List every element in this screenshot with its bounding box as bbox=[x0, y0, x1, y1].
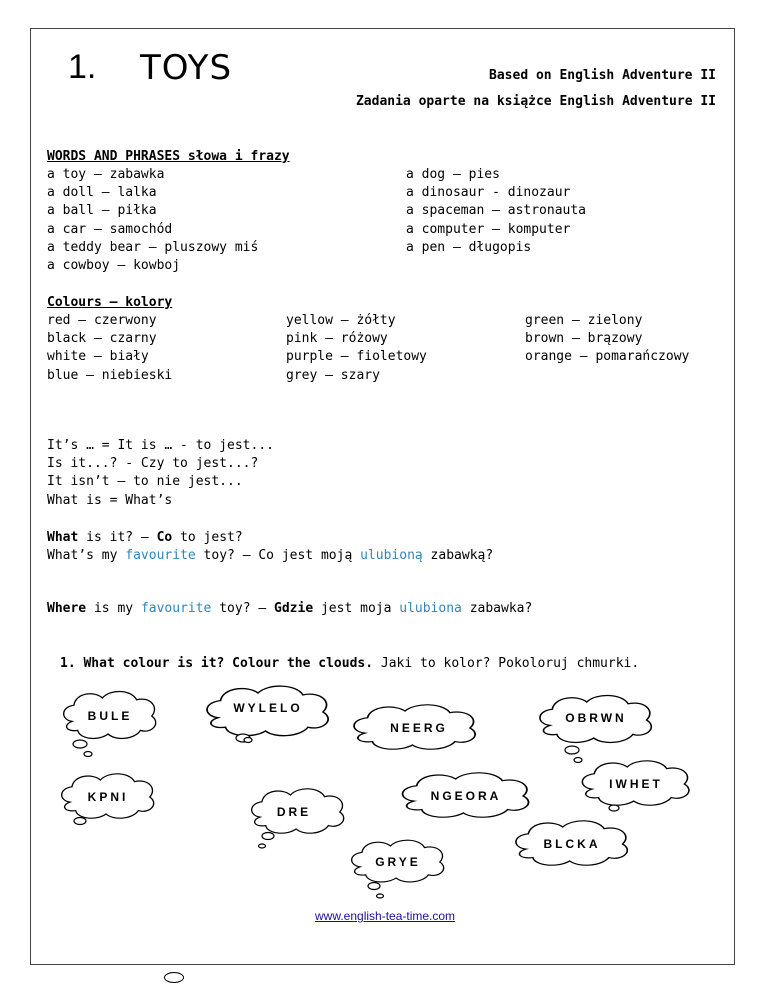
list-item: brown – brązowy bbox=[525, 331, 643, 347]
list-item: red – czerwony bbox=[47, 313, 157, 328]
list-item: a ball – piłka bbox=[47, 203, 157, 219]
list-item: a dog – pies bbox=[406, 167, 500, 182]
cloud-label: OBRWN bbox=[565, 711, 627, 725]
list-item: a dinosaur - dinozaur bbox=[406, 185, 571, 201]
cloud-ngeora[interactable] bbox=[403, 773, 529, 817]
cloud-label: BULE bbox=[87, 709, 133, 723]
cloud-label: DRE bbox=[276, 805, 312, 819]
list-item: yellow – żółty bbox=[286, 313, 396, 328]
cloud-label: NGEORA bbox=[430, 789, 502, 803]
list-item: blue – niebieski bbox=[47, 367, 173, 383]
list-item: a cowboy – kowboj bbox=[47, 257, 181, 273]
list-item: a teddy bear – pluszowy miś bbox=[47, 239, 259, 255]
question-what: What is it? – Co to jest? bbox=[47, 530, 243, 545]
question-favourite: What’s my favourite toy? – Co jest moją ulubioną zabawką? bbox=[47, 548, 494, 563]
cloud-label: GRYE bbox=[375, 855, 421, 869]
cloud-bule[interactable] bbox=[64, 691, 156, 756]
cloud-blcka[interactable] bbox=[516, 821, 627, 865]
unit-number: 1. bbox=[68, 48, 97, 86]
cloud-label: NEERG bbox=[390, 721, 448, 735]
cloud-neerg[interactable] bbox=[354, 705, 475, 749]
footer-oval-icon bbox=[164, 972, 184, 983]
colours-heading: Colours – kolory bbox=[47, 295, 173, 310]
cloud-obrwn[interactable] bbox=[540, 695, 651, 762]
list-item: purple – fioletowy bbox=[286, 349, 427, 365]
list-item: orange – pomarańczowy bbox=[525, 349, 690, 365]
task-instruction: 1. What colour is it? Colour the clouds. Jaki to kolor? Pokoloruj chmurki. bbox=[60, 656, 640, 671]
cloud-label: IWHET bbox=[609, 777, 663, 791]
list-item: grey – szary bbox=[286, 367, 380, 383]
cloud-wylelo[interactable] bbox=[207, 686, 328, 742]
list-item: a pen – długopis bbox=[406, 239, 532, 255]
list-item: black – czarny bbox=[47, 331, 157, 347]
cloud-dre[interactable] bbox=[252, 789, 344, 848]
cloud-grye[interactable] bbox=[352, 840, 444, 898]
list-item: green – zielony bbox=[525, 313, 643, 328]
cloud-label: WYLELO bbox=[233, 701, 303, 715]
cloud-kpni[interactable] bbox=[62, 774, 154, 825]
words-heading: WORDS AND PHRASES słowa i frazy bbox=[47, 149, 290, 164]
list-item: a computer – komputer bbox=[406, 221, 571, 237]
list-item: a car – samochód bbox=[47, 221, 173, 237]
website-link[interactable]: www.english-tea-time.com bbox=[315, 909, 456, 923]
question-where: Where is my favourite toy? – Gdzie jest moja ulubiona zabawka? bbox=[47, 601, 533, 616]
based-on-text: Based on English Adventure II bbox=[489, 68, 716, 83]
list-item: pink – różowy bbox=[286, 331, 388, 347]
page-title: TOYS bbox=[140, 48, 233, 88]
cloud-label: KPNI bbox=[87, 790, 129, 804]
phrase-line: It’s … = It is … - to jest... bbox=[47, 438, 274, 453]
list-item: white – biały bbox=[47, 349, 149, 365]
phrase-line: It isn’t – to nie jest... bbox=[47, 474, 243, 490]
cloud-label: BLCKA bbox=[543, 837, 601, 851]
based-on-polish-text: Zadania oparte na książce English Adventure II bbox=[355, 94, 716, 109]
list-item: a toy – zabawka bbox=[47, 167, 165, 182]
phrase-line: What is = What’s bbox=[47, 492, 173, 508]
phrase-line: Is it...? - Czy to jest...? bbox=[47, 456, 259, 472]
list-item: a doll – lalka bbox=[47, 185, 157, 201]
list-item: a spaceman – astronauta bbox=[406, 203, 587, 219]
cloud-iwhet[interactable] bbox=[582, 761, 689, 811]
